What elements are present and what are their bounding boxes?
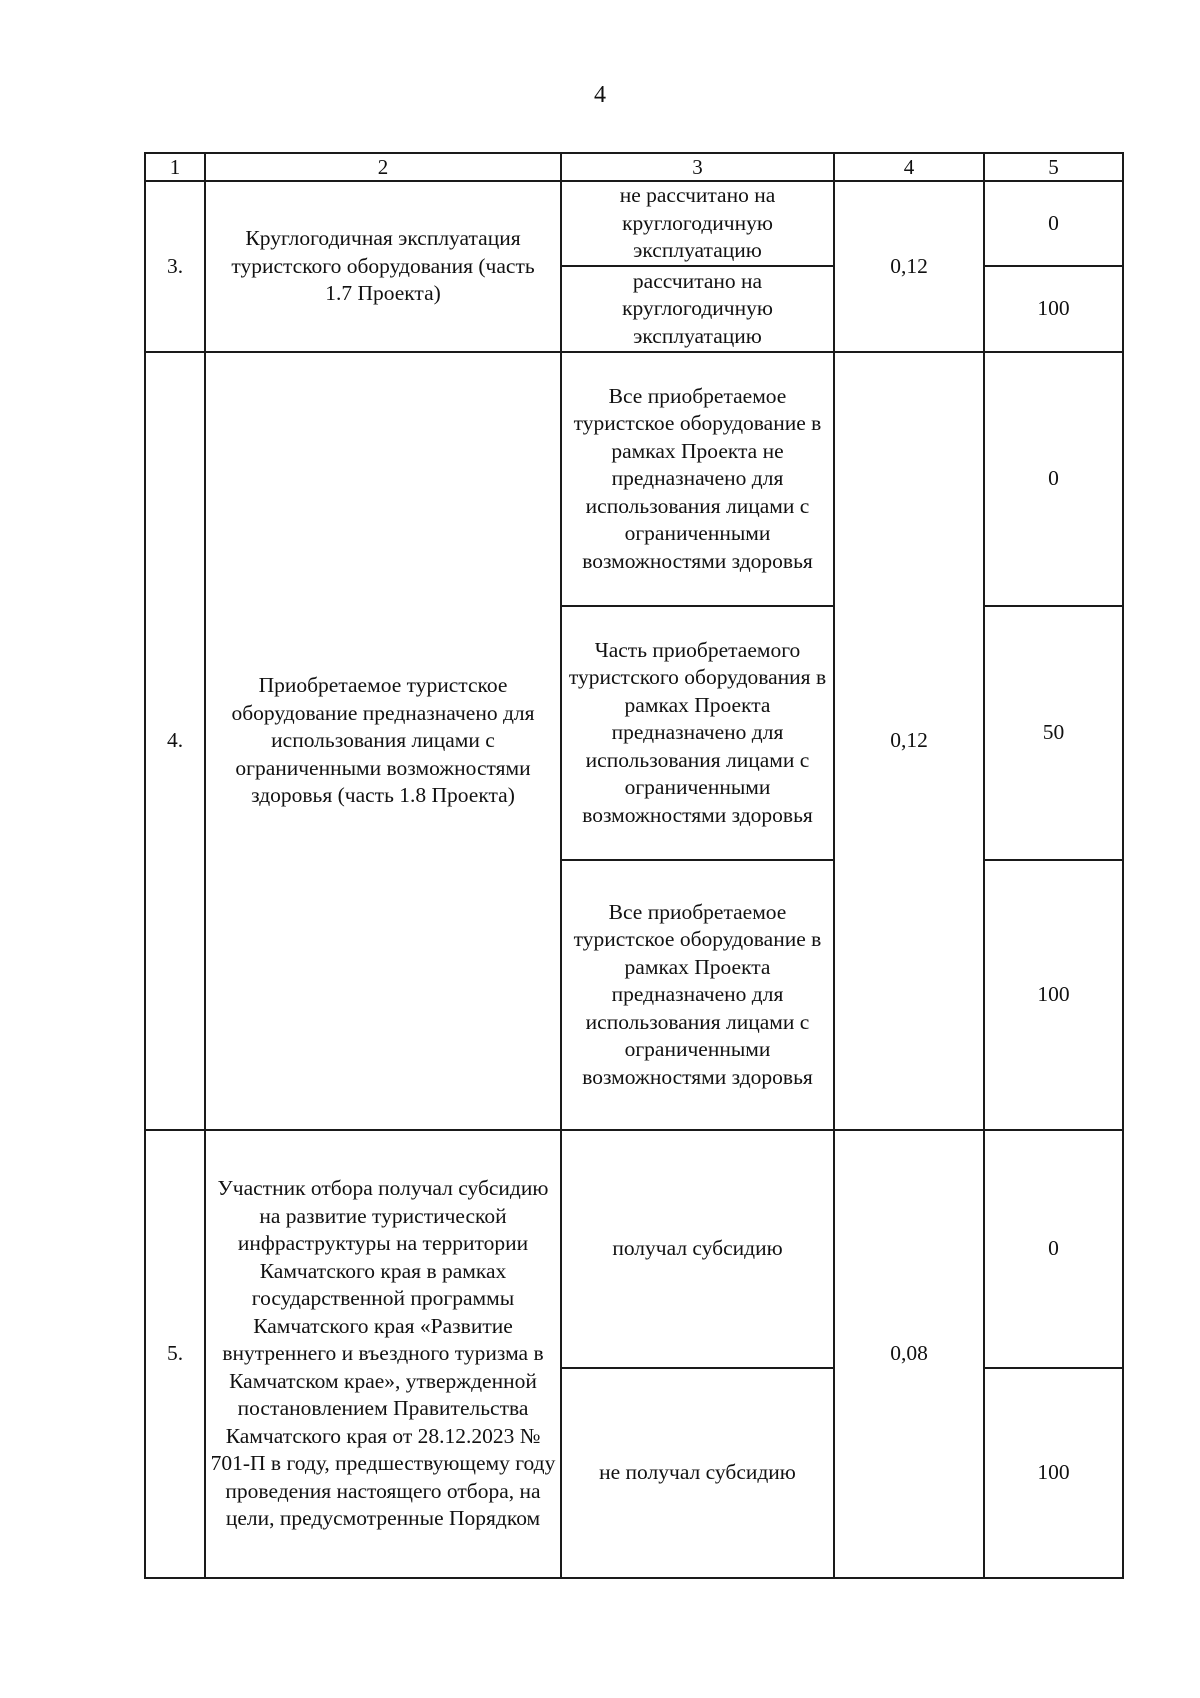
- score-value: 0: [984, 181, 1123, 266]
- score-value: 0: [984, 1130, 1123, 1368]
- column-header: 2: [205, 153, 561, 181]
- weight-value: 0,12: [834, 181, 984, 352]
- row-number: 3.: [145, 181, 205, 352]
- option-text: Часть приобретаемого туристского оборудования в рамках Проекта предназначено для использования лицами с ограниченными возможностями здоровья: [561, 606, 834, 860]
- score-value: 0: [984, 352, 1123, 606]
- column-header: 1: [145, 153, 205, 181]
- table-row: [145, 1130, 1123, 1368]
- option-text: не получал субсидию: [561, 1368, 834, 1578]
- criterion-text: Приобретаемое туристское оборудование предназначено для использования лицами с ограниченными возможностями здоровья (часть 1.8 Проекта): [205, 352, 561, 1130]
- column-header: 5: [984, 153, 1123, 181]
- weight-value: 0,08: [834, 1130, 984, 1578]
- option-text: получал субсидию: [561, 1130, 834, 1368]
- option-text: рассчитано на круглогодичную эксплуатацию: [561, 266, 834, 352]
- page-number: 4: [594, 82, 606, 108]
- score-value: 100: [984, 266, 1123, 352]
- column-header: 4: [834, 153, 984, 181]
- score-value: 100: [984, 1368, 1123, 1578]
- row-number: 4.: [145, 352, 205, 1130]
- criteria-table: [144, 152, 1124, 1579]
- criterion-text: Круглогодичная эксплуатация туристского оборудования (часть 1.7 Проекта): [205, 181, 561, 352]
- header-row: [145, 153, 1123, 181]
- row-number: 5.: [145, 1130, 205, 1578]
- table-row: [145, 352, 1123, 606]
- column-header: 3: [561, 153, 834, 181]
- table-row: [145, 181, 1123, 266]
- weight-value: 0,12: [834, 352, 984, 1130]
- option-text: не рассчитано на круглогодичную эксплуатацию: [561, 181, 834, 266]
- score-value: 100: [984, 860, 1123, 1130]
- criterion-text: Участник отбора получал субсидию на развитие туристической инфраструктуры на территории Камчатского края в рамках государственной программы Камчатского края «Развитие внутреннего и въездного туризма в Камчатском крае», утвержденной постановлением Правительства Камчатского края от 28.12.2023 № 701-П в году, предшествующему году проведения настоящего отбора, на цели, предусмотренные Порядком: [205, 1130, 561, 1578]
- option-text: Все приобретаемое туристское оборудование в рамках Проекта предназначено для использования лицами с ограниченными возможностями здоровья: [561, 860, 834, 1130]
- score-value: 50: [984, 606, 1123, 860]
- option-text: Все приобретаемое туристское оборудование в рамках Проекта не предназначено для использования лицами с ограниченными возможностями здоровья: [561, 352, 834, 606]
